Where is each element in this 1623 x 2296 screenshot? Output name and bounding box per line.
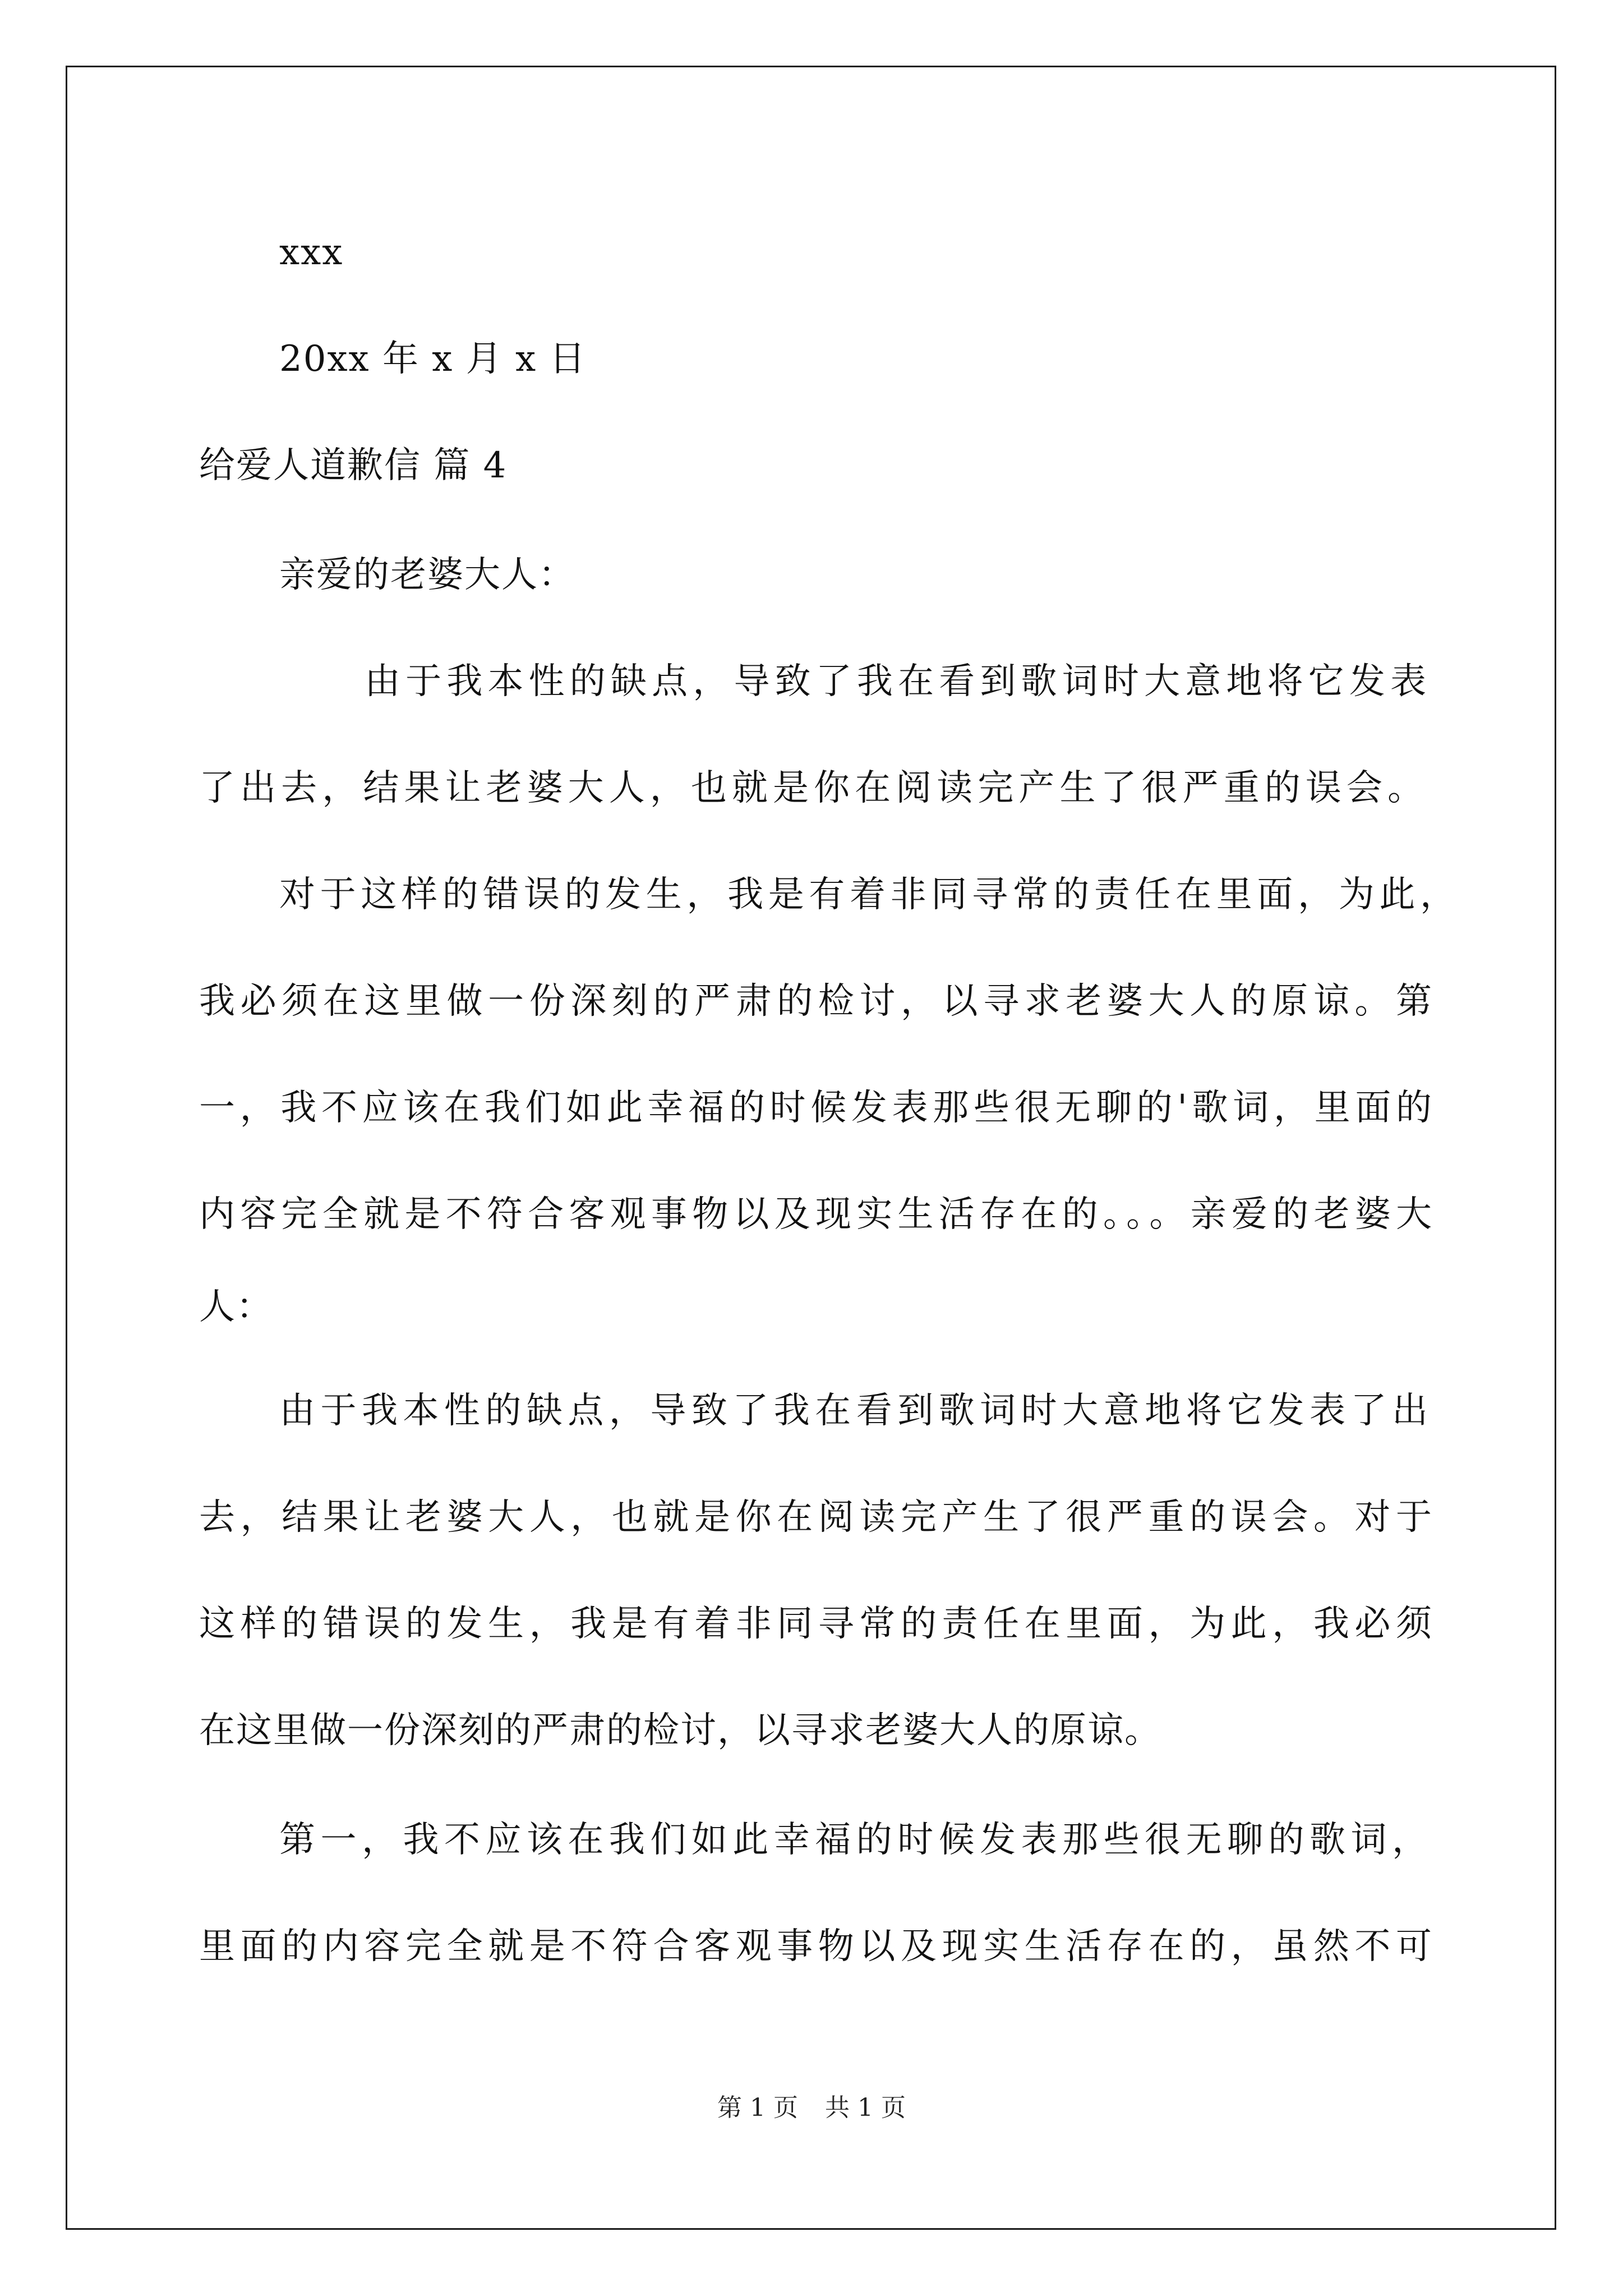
body-line-5: 一，我不应该在我们如此幸福的时候发表那些很无聊的'歌词，里面的 <box>199 1087 1433 1129</box>
page-total: 共 1 页 <box>825 2093 906 2122</box>
body-line-12: 第一，我不应该在我们如此幸福的时候发表那些很无聊的歌词， <box>279 1819 1429 1861</box>
body-line-6: 内容完全就是不符合客观事物以及现实生活存在的。。。亲爱的老婆大 <box>199 1194 1433 1235</box>
body-line-10: 这样的错误的发生，我是有着非同寻常的责任在里面，为此，我必须 <box>199 1603 1433 1645</box>
page-number: 第 1 页 <box>717 2093 798 2122</box>
body-line-7: 人： <box>199 1286 273 1328</box>
salutation: 亲爱的老婆大人： <box>279 554 575 596</box>
body-line-4: 我必须在这里做一份深刻的严肃的检讨，以寻求老婆大人的原谅。第 <box>199 981 1433 1022</box>
page-footer <box>0 2091 1623 2125</box>
signature: xxx <box>279 232 344 273</box>
body-line-8: 由于我本性的缺点，导致了我在看到歌词时大意地将它发表了出 <box>279 1390 1429 1432</box>
body-line-3: 对于这样的错误的发生，我是有着非同寻常的责任在里面，为此， <box>279 874 1457 915</box>
page-border <box>66 66 1556 2230</box>
body-line-11: 在这里做一份深刻的严肃的检讨，以寻求老婆大人的原谅。 <box>199 1710 1161 1751</box>
body-line-1: 由于我本性的缺点，导致了我在看到歌词时大意地将它发表 <box>365 661 1427 702</box>
body-line-9: 去，结果让老婆大人，也就是你在阅读完产生了很严重的误会。对于 <box>199 1497 1433 1538</box>
body-line-13: 里面的内容完全就是不符合客观事物以及现实生活存在的，虽然不可 <box>199 1926 1433 1967</box>
date: 20xx 年 x 月 x 日 <box>279 338 587 380</box>
section-title: 给爱人道歉信 篇 4 <box>199 445 508 486</box>
body-line-2: 了出去，结果让老婆大人，也就是你在阅读完产生了很严重的误会。 <box>199 767 1424 809</box>
